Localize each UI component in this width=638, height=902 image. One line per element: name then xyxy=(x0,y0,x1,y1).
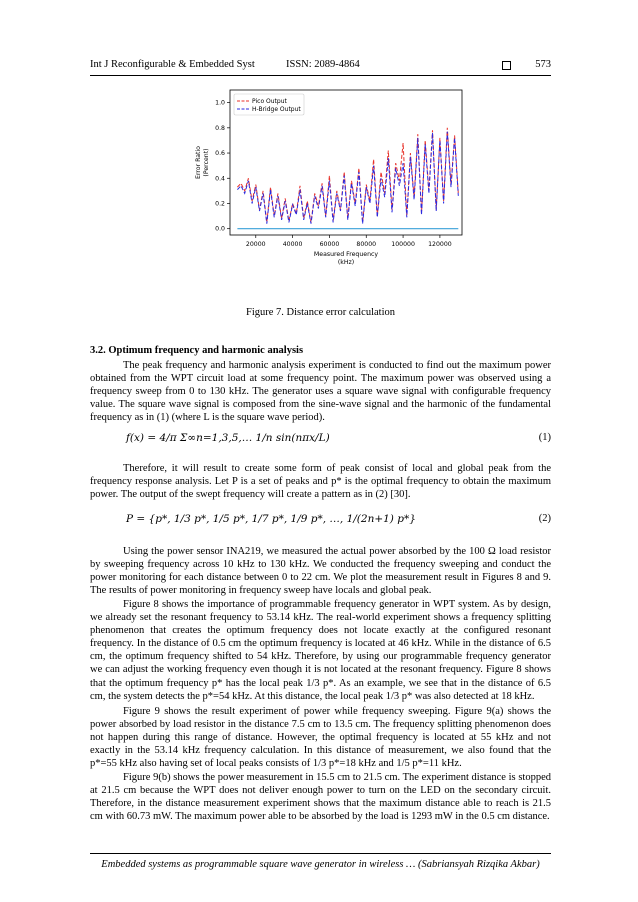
section-title: 3.2. Optimum frequency and harmonic analysis xyxy=(90,345,304,356)
x-tick-label: 100000 xyxy=(391,241,415,248)
legend-label: H-Bridge Output xyxy=(252,106,301,113)
paragraph-intro: The peak frequency and harmonic analysis experiment is conducted to find out the maximum power obtained from the WPT circuit load at some frequency point. The maximum power was observed using a frequency sweep from 0 to 130 kHz. The generator uses a square wave signal with configurable frequency value. The square wave signal is composed from the sine-wave signal and the harmonic of the fundamental frequency as in (1) (where L is the square wave period). xyxy=(90,360,551,424)
page-footer: Embedded systems as programmable square wave generator in wireless … (Sabriansyah Rizqika Akbar) xyxy=(101,859,540,870)
equation-1: f(x) = 4/π Σ∞n=1,3,5,… 1/n sin(nπx/L) xyxy=(126,432,330,444)
issn: ISSN: 2089-4864 xyxy=(286,59,360,70)
y-axis-label: Error Ratio xyxy=(195,146,202,179)
x-axis-label: Measured Frequency xyxy=(313,251,379,258)
y-tick-label: 0.6 xyxy=(215,150,225,158)
x-tick-label: 40000 xyxy=(282,241,303,248)
journal-name: Int J Reconfigurable & Embedded Syst xyxy=(90,59,255,70)
equation-2: P = {p*, 1/3 p*, 1/5 p*, 1/7 p*, 1/9 p*, …, 1/(2n+1) p*} xyxy=(126,513,416,525)
equation-1-number: (1) xyxy=(538,432,551,443)
paragraph-figure8: Figure 8 shows the importance of programmable frequency generator in WPT system. As by design, we already set the resonant frequency to 53.14 kHz. The real-world experiment shows a frequency splitting phenomenon that creates the optimum frequency does not locate exactly at the configured resonant frequency. In the distance of 0.5 cm the optimum frequency is located at 46 kHz. While in the distance of 6.5 cm, the optimum frequency shifted to 54 kHz. Therefore, by using our programmable frequency generator we can adjust the working frequency even though it is not located at the resonant frequency. Figure 8 shows that the optimum frequency p* has the local peak 1/3 p*. As an example, we see that in the distance of 6.5 cm, the system detects the p*=54 kHz. At this distance, the local peak 1/3 p* was also detected at 18 kHz. xyxy=(90,599,551,702)
footer-rule xyxy=(90,853,551,854)
checkbox-square-icon xyxy=(502,61,511,70)
x-tick-label: 20000 xyxy=(245,241,266,248)
x-tick-label: 80000 xyxy=(356,241,377,248)
paragraph-ina219: Using the power sensor INA219, we measured the actual power absorbed by the 100 Ω load resistor by sweeping frequency across 10 kHz to 130 kHz. We conducted the frequency sweeping and conduct the power monitoring for each distance between 0 to 22 cm. We plot the measurement result in Figures 8 and 9. The results of power monitoring in frequency sweep have locals and global peak. xyxy=(90,546,551,597)
paragraph-figure9: Figure 9 shows the result experiment of power while frequency sweeping. Figure 9(a) shows the power absorbed by load resistor in the distance 7.5 cm to 13.5 cm. The frequency splitting phenomenon does not happen during this range of distance. However, the optimal frequency is located at 55 kHz and not exactly in the 53.14 kHz frequency calculation. In this distance of measurement, we also found that the p*=55 kHz also having set of local peaks consists of 1/3 p*=18 kHz and 1/5 p*=11 kHz. xyxy=(90,706,551,770)
y-tick-label: 0.2 xyxy=(215,200,225,208)
paragraph-figure9b: Figure 9(b) shows the power measurement in 15.5 cm to 21.5 cm. The experiment distance is stopped at 21.5 cm because the WPT does not deliver enough power to turn on the LED on the secondary circuit. Therefore, in the distance measurement experiment shows that the maximum distance able to reach is 21.5 cm with 60.73 mW. The maximum power able to be absorbed by the load is 1293 mW in the 0.5 cm distance. xyxy=(90,772,551,823)
y-axis-label: (Percent) xyxy=(203,148,210,177)
equation-2-number: (2) xyxy=(538,513,551,524)
legend-label: Pico Output xyxy=(252,98,287,105)
y-tick-label: 0.0 xyxy=(215,225,225,233)
figure-caption: Figure 7. Distance error calculation xyxy=(246,307,395,318)
x-tick-label: 60000 xyxy=(319,241,340,248)
y-tick-label: 0.8 xyxy=(215,124,225,132)
y-tick-label: 0.4 xyxy=(215,175,225,183)
x-axis-label: (kHz) xyxy=(337,259,355,266)
page-header xyxy=(90,59,551,76)
page-number: 573 xyxy=(535,59,551,70)
y-tick-label: 1.0 xyxy=(215,99,225,107)
x-tick-label: 120000 xyxy=(428,241,452,248)
error-ratio-chart xyxy=(180,85,470,305)
paragraph-peaks: Therefore, it will result to create some form of peak consist of local and global peak from the frequency response analysis. Let P is a set of peaks and p* is the optimal frequency to obtain the maximum power. The output of the swept frequency will create a pattern as in (2) [30]. xyxy=(90,463,551,501)
